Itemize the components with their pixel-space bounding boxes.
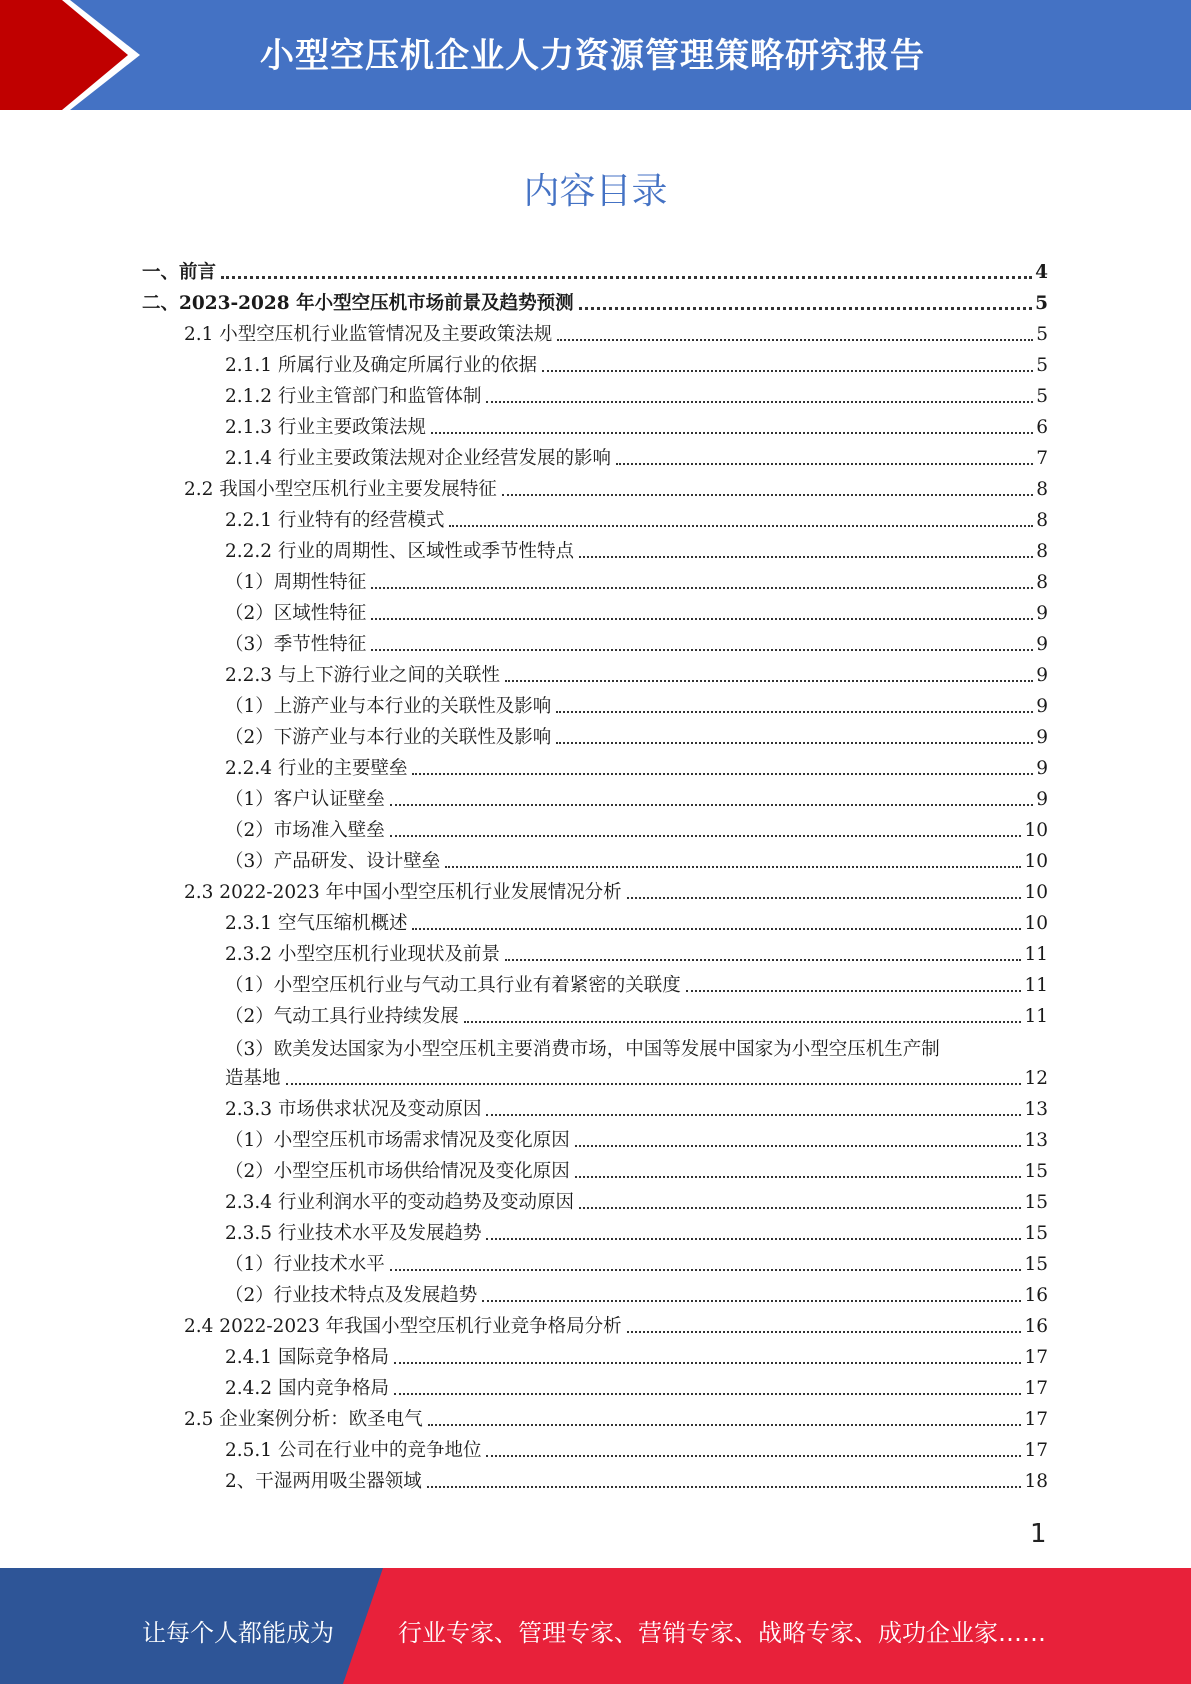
toc-entry[interactable]: 2.4.1 国际竞争格局 17 [225, 1347, 1048, 1368]
toc-entry[interactable]: （1）上游产业与本行业的关联性及影响 9 [225, 696, 1048, 717]
report-title: 小型空压机企业人力资源管理策略研究报告 [260, 36, 925, 76]
toc-entry[interactable]: 2.1.2 行业主管部门和监管体制 5 [225, 386, 1048, 407]
toc-entry[interactable]: 2.1.4 行业主要政策法规对企业经营发展的影响 7 [225, 448, 1048, 469]
toc-entry[interactable]: 2.4.2 国内竞争格局 17 [225, 1378, 1048, 1399]
footer-band [0, 1568, 1191, 1684]
toc-entry[interactable]: （3）产品研发、设计壁垒 10 [225, 851, 1048, 872]
toc-entry[interactable]: 2.4 2022-2023 年我国小型空压机行业竞争格局分析 16 [184, 1316, 1048, 1337]
toc-entry[interactable]: 二、2023-2028 年小型空压机市场前景及趋势预测 5 [142, 293, 1048, 314]
toc-entry[interactable]: 2.3.2 小型空压机行业现状及前景 11 [225, 944, 1048, 965]
toc-entry[interactable]: （1）客户认证壁垒 9 [225, 789, 1048, 810]
toc-entry[interactable]: （2）小型空压机市场供给情况及变化原因 15 [225, 1161, 1048, 1182]
page-number: 1 [1030, 1519, 1047, 1549]
toc-entry[interactable]: 2.2 我国小型空压机行业主要发展特征 8 [184, 479, 1048, 500]
header-band [0, 0, 1191, 110]
footer-slogan-left: 让每个人都能成为 [142, 1619, 334, 1647]
toc-entry[interactable]: 一、前言 4 [142, 262, 1048, 283]
toc-entry[interactable]: 2.2.4 行业的主要壁垒 9 [225, 758, 1048, 779]
toc-entry[interactable]: 2.5 企业案例分析：欧圣电气 17 [184, 1409, 1048, 1430]
toc-entry[interactable]: （1）行业技术水平 15 [225, 1254, 1048, 1275]
toc-entry[interactable]: 2.3.4 行业利润水平的变动趋势及变动原因 15 [225, 1192, 1048, 1213]
toc-entry[interactable]: 2.1.3 行业主要政策法规 6 [225, 417, 1048, 438]
toc-entry[interactable]: （3）季节性特征 9 [225, 634, 1048, 655]
toc-entry[interactable]: 2.3 2022-2023 年中国小型空压机行业发展情况分析 10 [184, 882, 1048, 903]
toc-entry[interactable]: 2.1.1 所属行业及确定所属行业的依据 5 [225, 355, 1048, 376]
toc-entry[interactable]: 2.5.1 公司在行业中的竞争地位 17 [225, 1440, 1048, 1461]
toc-entry[interactable]: （2）下游产业与本行业的关联性及影响 9 [225, 727, 1048, 748]
toc-entry[interactable]: 造基地 12 [225, 1068, 1048, 1089]
toc-entry[interactable]: 2.3.5 行业技术水平及发展趋势 15 [225, 1223, 1048, 1244]
toc-entry[interactable]: （2）市场准入壁垒 10 [225, 820, 1048, 841]
toc-entry[interactable]: （1）周期性特征 8 [225, 572, 1048, 593]
toc-entry[interactable]: （2）气动工具行业持续发展 11 [225, 1006, 1048, 1027]
toc-entry[interactable]: （2）行业技术特点及发展趋势 16 [225, 1285, 1048, 1306]
footer-slogan-right: 行业专家、管理专家、营销专家、战略专家、成功企业家…… [398, 1619, 1046, 1647]
toc-entry[interactable]: （1）小型空压机行业与气动工具行业有着紧密的关联度 11 [225, 975, 1048, 996]
toc-entry-wrapped-line[interactable]: （3）欧美发达国家为小型空压机主要消费市场，中国等发展中国家为小型空压机生产制 [225, 1039, 940, 1060]
toc-entry[interactable]: 2.3.3 市场供求状况及变动原因 13 [225, 1099, 1048, 1120]
toc-entry[interactable]: 2.3.1 空气压缩机概述 10 [225, 913, 1048, 934]
toc-entry[interactable]: （2）区域性特征 9 [225, 603, 1048, 624]
toc-entry[interactable]: 2.2.2 行业的周期性、区域性或季节性特点 8 [225, 541, 1048, 562]
toc-entry[interactable]: 2.1 小型空压机行业监管情况及主要政策法规 5 [184, 324, 1048, 345]
toc-entry[interactable]: 2.2.3 与上下游行业之间的关联性 9 [225, 665, 1048, 686]
toc-entry[interactable]: 2、干湿两用吸尘器领域 18 [225, 1471, 1048, 1492]
toc-entry[interactable]: 2.2.1 行业特有的经营模式 8 [225, 510, 1048, 531]
toc-entry[interactable]: （1）小型空压机市场需求情况及变化原因 13 [225, 1130, 1048, 1151]
toc-heading: 内容目录 [523, 171, 668, 212]
